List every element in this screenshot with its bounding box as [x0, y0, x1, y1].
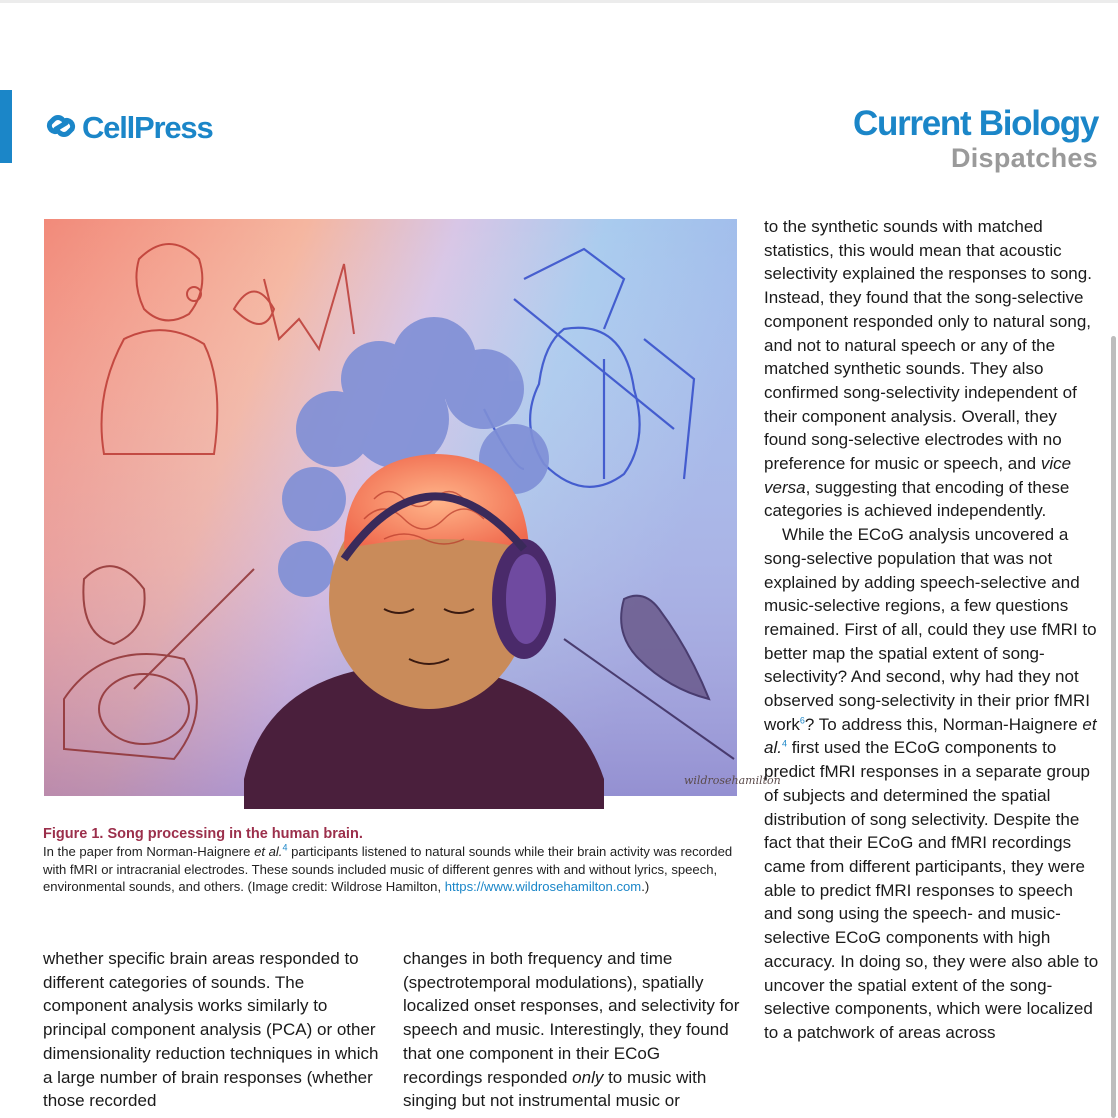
journal-section: Dispatches	[950, 143, 1098, 173]
cellpress-logo[interactable]	[44, 110, 213, 146]
left-column-text	[43, 947, 381, 1113]
right-column-text	[764, 215, 1102, 1045]
top-rule	[0, 0, 1118, 3]
reference-6[interactable]: 6	[799, 715, 805, 726]
reference-4[interactable]: 4	[282, 842, 288, 853]
scrollbar[interactable]	[1111, 336, 1116, 1118]
paragraph: to the synthetic sounds with matched statistics, this would mean that acoustic selectivity explained the responses to song. Instead, they found that the song-selective component responded only to natural song, and not to natural speech or any of the matched synthetic sounds. They also confirmed song-selectivity independent of their component analysis. Overall, they found song-selective electrodes with no preference for music or speech, and vice versa, suggesting that encoding of these categories is achieved independently.	[764, 217, 1092, 521]
figure-caption	[43, 825, 743, 896]
caption-body: In the paper from Norman-Haignere et al.$^4$ participants listened to natural sounds while their brain activity was recorded with fMRI or intracranial electrodes. These sounds included music of different genres with and without lyrics, speech, environmental sounds, and others. (Image credit: Wildrose Hamilton, https://www.wildrosehamilton.com.)	[43, 842, 733, 894]
journal-title[interactable]: Current Biology	[853, 104, 1098, 143]
artist-signature: wildrosehamilton	[684, 774, 781, 787]
paragraph: whether specific brain areas responded to different categories of sounds. The component analysis works similarly to principal component analysis (PCA) or other dimensionality reduction techniques in which a large number of brain responses (whether those recorded	[43, 949, 379, 1111]
cellpress-link-icon	[44, 111, 78, 146]
paragraph: While the ECoG analysis uncovered a song-selective population that was not explained by adding speech-selective and music-selective regions, a few questions remained. First of all, could they use fMRI to better map the spatial extent of song-selectivity? And second, why had they not observed song-selectivity in their prior fMRI work$^6$? To address this, Norman-Haignere et al.$^4$ first used the ECoG components to predict fMRI responses in a separate group of subjects and determined the spatial distribution of song selectivity. Despite the fact that their ECoG and fMRI recordings came from different participants, they were able to predict fMRI responses to speech and song using the speech- and music-selective ECoG components with high accuracy. In doing so, they were also able to uncover the spatial extent of the song-selective components, which were localized to a patchwork of areas across	[764, 525, 1099, 1042]
section-tab-marker	[0, 90, 12, 163]
figure-illustration	[44, 219, 781, 796]
image-credit-link[interactable]: https://www.wildrosehamilton.com	[444, 879, 642, 894]
middle-column-text	[403, 947, 741, 1113]
caption-title: Figure 1. Song processing in the human brain.	[43, 826, 363, 842]
reference-4[interactable]: 4	[781, 738, 787, 749]
journal-header	[853, 105, 1098, 173]
paragraph: changes in both frequency and time (spectrotemporal modulations), spatially localized onset responses, and selectivity for speech and music. Interestingly, they found that one component in their ECoG recordings responded only to music with singing but not instrumental music or	[403, 949, 740, 1111]
publisher-name: CellPress	[82, 110, 213, 145]
